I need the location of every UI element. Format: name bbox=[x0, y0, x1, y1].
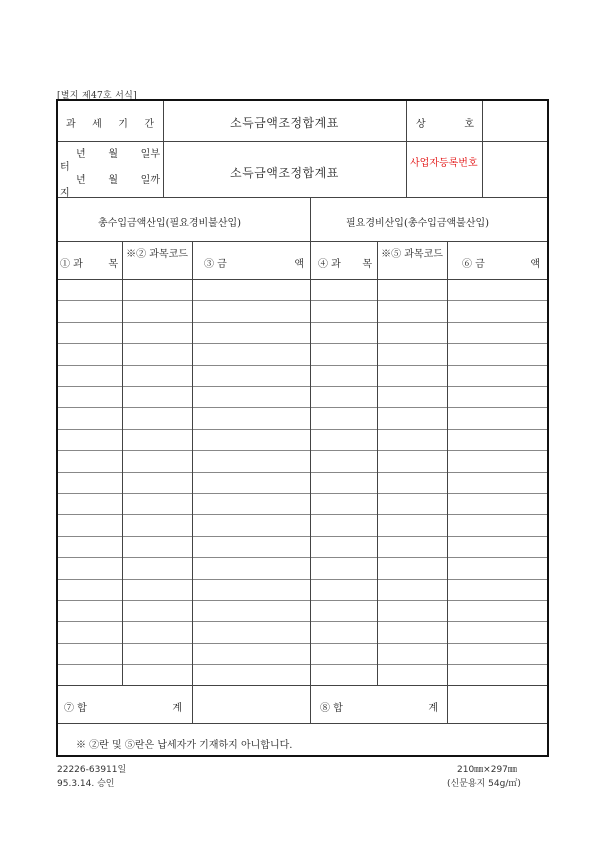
table-row-line bbox=[58, 579, 547, 580]
label-char: 월 bbox=[108, 149, 118, 160]
label-char: 호 bbox=[464, 119, 474, 130]
col-header-amount-2 bbox=[462, 255, 540, 270]
col-divider bbox=[482, 101, 483, 197]
header-part: 액 bbox=[294, 259, 304, 270]
form-code: 22226-63911일 bbox=[57, 765, 127, 775]
tax-period-label bbox=[66, 115, 154, 130]
table-row-line bbox=[58, 322, 547, 323]
row-divider bbox=[58, 141, 547, 142]
row-divider bbox=[58, 685, 547, 686]
table-row-line bbox=[58, 300, 547, 301]
table-row-line bbox=[58, 450, 547, 451]
label-char: 일까 bbox=[140, 175, 160, 186]
label-char: 년 bbox=[76, 149, 86, 160]
table-row-line bbox=[58, 664, 547, 665]
table-row-line bbox=[58, 557, 547, 558]
period-from bbox=[76, 145, 160, 160]
col-header-code-2: ※⑤ 과목코드 bbox=[381, 249, 443, 260]
row-divider bbox=[58, 241, 547, 242]
col-divider bbox=[406, 101, 407, 197]
note: ※ ②란 및 ⑤란은 납세자가 기재하지 아니합니다. bbox=[76, 740, 293, 751]
col-header-subject-2 bbox=[318, 255, 372, 270]
paper-size: 210㎜×297㎜ bbox=[457, 765, 517, 775]
label-char: 기 bbox=[118, 119, 128, 130]
header-part: 목 bbox=[362, 259, 372, 270]
label-char: 상 bbox=[416, 119, 426, 130]
paper-type: (신문용지 54g/㎡) bbox=[447, 779, 521, 789]
total-left-label bbox=[64, 699, 182, 714]
header-part: ① 과 bbox=[60, 259, 83, 270]
label-char: 일부 bbox=[140, 149, 160, 160]
row-divider bbox=[58, 723, 547, 724]
form-title: 소득금액조정합계표 bbox=[230, 116, 339, 130]
trade-name-label bbox=[416, 115, 474, 130]
row-divider bbox=[58, 279, 547, 280]
header-part: ③ 금 bbox=[204, 259, 227, 270]
period-to bbox=[76, 171, 160, 186]
table-row-line bbox=[58, 600, 547, 601]
col-header-subject-1 bbox=[60, 255, 118, 270]
total-part: ⑦ 합 bbox=[64, 703, 87, 714]
table-row-line bbox=[58, 536, 547, 537]
total-part: 계 bbox=[428, 703, 438, 714]
col-divider bbox=[310, 685, 311, 723]
header-part: 목 bbox=[108, 259, 118, 270]
col-divider bbox=[192, 241, 193, 723]
table-row-line bbox=[58, 643, 547, 644]
label-char: 세 bbox=[92, 119, 102, 130]
table-row-line bbox=[58, 493, 547, 494]
period-side-char: 지 bbox=[60, 188, 70, 199]
form-table bbox=[56, 99, 549, 757]
table-row-line bbox=[58, 429, 547, 430]
header-part: 액 bbox=[530, 259, 540, 270]
label-char: 간 bbox=[144, 119, 154, 130]
form-number: [별지 제47호 서식] bbox=[57, 91, 137, 101]
col-divider bbox=[163, 101, 164, 197]
label-char: 월 bbox=[108, 175, 118, 186]
form-title-2: 소득금액조정합계표 bbox=[230, 166, 339, 180]
col-divider bbox=[377, 241, 378, 685]
table-row-line bbox=[58, 472, 547, 473]
table-row-line bbox=[58, 343, 547, 344]
business-reg-label: 사업자등록번호 bbox=[410, 158, 478, 169]
table-row-line bbox=[58, 621, 547, 622]
row-divider bbox=[58, 197, 547, 198]
header-part: ④ 과 bbox=[318, 259, 341, 270]
approval-date: 95.3.14. 승인 bbox=[57, 779, 115, 789]
table-row-line bbox=[58, 407, 547, 408]
total-part: ⑧ 합 bbox=[320, 703, 343, 714]
table-row-line bbox=[58, 386, 547, 387]
label-char: 과 bbox=[66, 119, 76, 130]
right-section-title: 필요경비산입(총수입금액불산입) bbox=[346, 218, 490, 229]
table-row-line bbox=[58, 514, 547, 515]
col-header-code-1: ※② 과목코드 bbox=[126, 249, 188, 260]
label-char: 년 bbox=[76, 175, 86, 186]
col-header-amount-1 bbox=[204, 255, 304, 270]
table-row-line bbox=[58, 365, 547, 366]
col-divider bbox=[447, 241, 448, 723]
left-section-title: 총수입금액산입(필요경비불산입) bbox=[98, 218, 242, 229]
total-part: 계 bbox=[172, 703, 182, 714]
period-side-char: 터 bbox=[60, 162, 70, 173]
header-part: ⑥ 금 bbox=[462, 259, 485, 270]
col-divider bbox=[122, 241, 123, 685]
total-right-label bbox=[320, 699, 438, 714]
section-divider bbox=[310, 197, 311, 685]
